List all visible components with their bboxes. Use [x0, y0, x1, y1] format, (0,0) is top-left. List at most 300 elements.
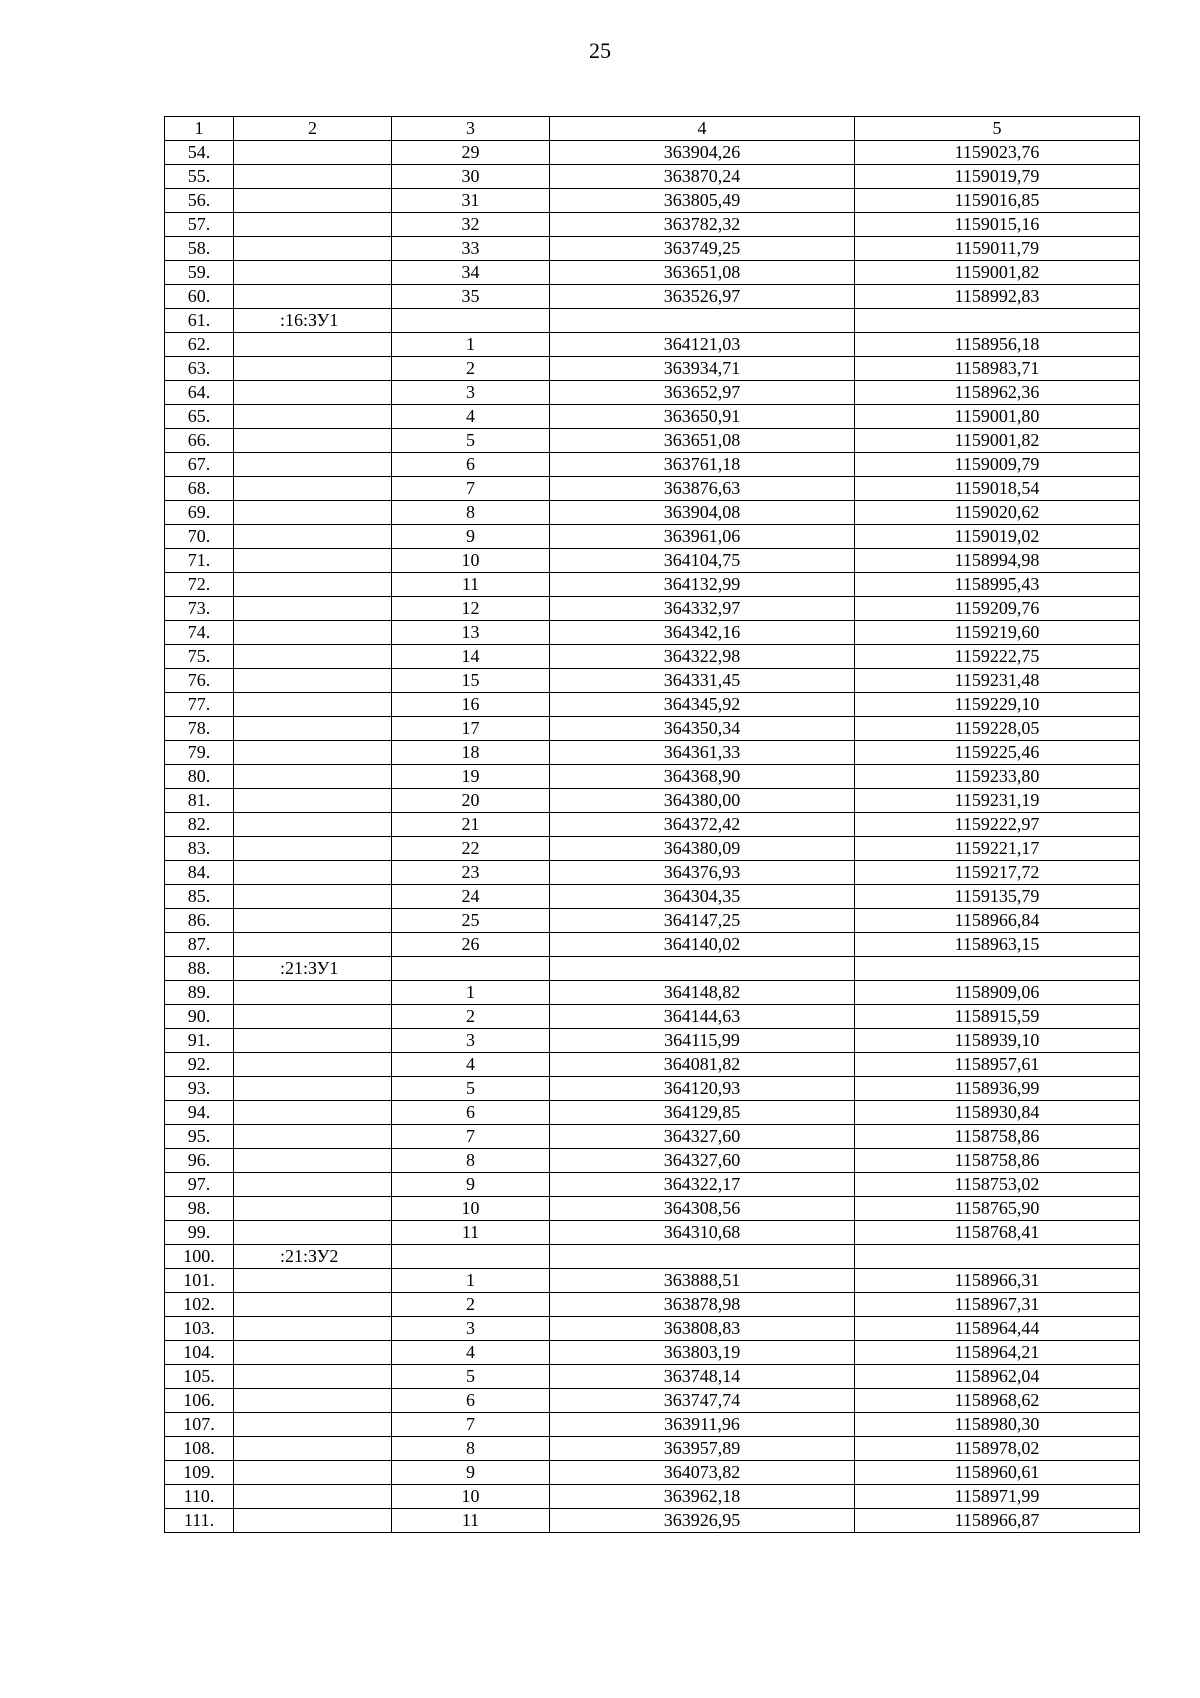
point-number: 18: [392, 741, 550, 765]
point-number: 6: [392, 1101, 550, 1125]
table-row: [165, 621, 1140, 645]
table-row: [165, 1005, 1140, 1029]
table-row: [165, 885, 1140, 909]
parcel-designation: [234, 837, 392, 861]
coordinate-y: 1158962,04: [855, 1365, 1140, 1389]
coordinate-y: [855, 957, 1140, 981]
coordinate-y: 1159001,80: [855, 405, 1140, 429]
point-number: 31: [392, 189, 550, 213]
parcel-designation: [234, 1341, 392, 1365]
table-row: [165, 693, 1140, 717]
coordinate-x: 363934,71: [550, 357, 855, 381]
coordinate-x: 363957,89: [550, 1437, 855, 1461]
header-col-4: 4: [550, 117, 855, 141]
coordinate-x: 363962,18: [550, 1485, 855, 1509]
parcel-designation: [234, 549, 392, 573]
coordinate-y: 1158936,99: [855, 1077, 1140, 1101]
point-number: 24: [392, 885, 550, 909]
point-number: 1: [392, 1269, 550, 1293]
coordinate-x: 363747,74: [550, 1389, 855, 1413]
row-number: 68.: [165, 477, 234, 501]
table-row: [165, 1341, 1140, 1365]
point-number: 8: [392, 1437, 550, 1461]
point-number: 20: [392, 789, 550, 813]
table-row: [165, 261, 1140, 285]
coordinate-y: 1159217,72: [855, 861, 1140, 885]
coordinate-x: 364342,16: [550, 621, 855, 645]
table-row: [165, 213, 1140, 237]
coordinate-y: 1158967,31: [855, 1293, 1140, 1317]
table-row: [165, 357, 1140, 381]
point-number: 12: [392, 597, 550, 621]
point-number: 32: [392, 213, 550, 237]
table-row: [165, 189, 1140, 213]
coordinate-x: 363761,18: [550, 453, 855, 477]
coordinate-x: 364310,68: [550, 1221, 855, 1245]
coordinate-y: 1159222,97: [855, 813, 1140, 837]
coordinate-x: 364144,63: [550, 1005, 855, 1029]
coordinate-x: 363911,96: [550, 1413, 855, 1437]
coordinate-x: 364376,93: [550, 861, 855, 885]
row-number: 91.: [165, 1029, 234, 1053]
parcel-designation: [234, 453, 392, 477]
table-header-row: [165, 117, 1140, 141]
table-row: [165, 381, 1140, 405]
row-number: 70.: [165, 525, 234, 549]
row-number: 72.: [165, 573, 234, 597]
coordinate-x: 363805,49: [550, 189, 855, 213]
table-row: [165, 669, 1140, 693]
point-number: 1: [392, 981, 550, 1005]
header-col-5: 5: [855, 117, 1140, 141]
table-row: [165, 981, 1140, 1005]
point-number: 33: [392, 237, 550, 261]
table-row: [165, 1293, 1140, 1317]
coordinate-y: 1159222,75: [855, 645, 1140, 669]
row-number: 80.: [165, 765, 234, 789]
table-row: [165, 165, 1140, 189]
coordinate-x: 364368,90: [550, 765, 855, 789]
parcel-designation: [234, 381, 392, 405]
parcel-designation: [234, 1317, 392, 1341]
row-number: 60.: [165, 285, 234, 309]
point-number: 9: [392, 525, 550, 549]
point-number: 5: [392, 429, 550, 453]
coordinate-y: 1158909,06: [855, 981, 1140, 1005]
coordinate-x: 363803,19: [550, 1341, 855, 1365]
coordinate-y: [855, 309, 1140, 333]
coordinate-y: 1158971,99: [855, 1485, 1140, 1509]
point-number: 11: [392, 1509, 550, 1533]
coordinate-y: 1159019,02: [855, 525, 1140, 549]
row-number: 87.: [165, 933, 234, 957]
coordinate-x: 363878,98: [550, 1293, 855, 1317]
row-number: 81.: [165, 789, 234, 813]
coordinate-x: 363748,14: [550, 1365, 855, 1389]
row-number: 71.: [165, 549, 234, 573]
coordinate-x: 364120,93: [550, 1077, 855, 1101]
point-number: 10: [392, 549, 550, 573]
parcel-designation: [234, 429, 392, 453]
parcel-designation: [234, 1485, 392, 1509]
point-number: 14: [392, 645, 550, 669]
parcel-designation: [234, 885, 392, 909]
row-number: 88.: [165, 957, 234, 981]
row-number: 104.: [165, 1341, 234, 1365]
point-number: 19: [392, 765, 550, 789]
coordinate-y: 1158966,31: [855, 1269, 1140, 1293]
row-number: 57.: [165, 213, 234, 237]
coordinate-x: 363904,08: [550, 501, 855, 525]
table-row: [165, 1389, 1140, 1413]
coordinate-y: 1159015,16: [855, 213, 1140, 237]
row-number: 65.: [165, 405, 234, 429]
row-number: 86.: [165, 909, 234, 933]
parcel-designation: [234, 141, 392, 165]
parcel-designation: [234, 645, 392, 669]
row-number: 99.: [165, 1221, 234, 1245]
point-number: [392, 309, 550, 333]
coordinate-y: 1158963,15: [855, 933, 1140, 957]
parcel-designation: [234, 1149, 392, 1173]
coordinate-x: 364304,35: [550, 885, 855, 909]
table-row: [165, 1101, 1140, 1125]
table-row: [165, 1053, 1140, 1077]
point-number: 26: [392, 933, 550, 957]
table-row: [165, 861, 1140, 885]
coordinate-y: 1158915,59: [855, 1005, 1140, 1029]
parcel-designation: [234, 1269, 392, 1293]
row-number: 96.: [165, 1149, 234, 1173]
coordinate-y: 1158939,10: [855, 1029, 1140, 1053]
parcel-designation: [234, 1125, 392, 1149]
coordinate-x: 363651,08: [550, 429, 855, 453]
coordinate-y: 1159001,82: [855, 429, 1140, 453]
coordinate-x: 364332,97: [550, 597, 855, 621]
coordinate-x: 364308,56: [550, 1197, 855, 1221]
parcel-designation: [234, 525, 392, 549]
coordinate-y: 1158966,87: [855, 1509, 1140, 1533]
row-number: 106.: [165, 1389, 234, 1413]
coordinate-y: 1159229,10: [855, 693, 1140, 717]
parcel-designation: [234, 861, 392, 885]
coordinate-x: 364148,82: [550, 981, 855, 1005]
row-number: 63.: [165, 357, 234, 381]
coordinate-y: 1159231,19: [855, 789, 1140, 813]
point-number: 5: [392, 1077, 550, 1101]
coordinate-x: [550, 309, 855, 333]
parcel-designation: [234, 1077, 392, 1101]
point-number: 1: [392, 333, 550, 357]
coordinate-y: 1159135,79: [855, 885, 1140, 909]
table-row: [165, 549, 1140, 573]
row-number: 90.: [165, 1005, 234, 1029]
coordinate-y: 1158983,71: [855, 357, 1140, 381]
coordinate-y: 1158966,84: [855, 909, 1140, 933]
parcel-designation: [234, 1461, 392, 1485]
parcel-designation: [234, 165, 392, 189]
parcel-designation: [234, 1173, 392, 1197]
parcel-designation: :21:ЗУ2: [234, 1245, 392, 1269]
coordinate-y: 1158765,90: [855, 1197, 1140, 1221]
point-number: 11: [392, 573, 550, 597]
parcel-designation: [234, 813, 392, 837]
coordinate-y: 1159009,79: [855, 453, 1140, 477]
point-number: [392, 957, 550, 981]
row-number: 94.: [165, 1101, 234, 1125]
point-number: 2: [392, 357, 550, 381]
row-number: 93.: [165, 1077, 234, 1101]
parcel-designation: [234, 333, 392, 357]
parcel-designation: [234, 909, 392, 933]
header-col-1: 1: [165, 117, 234, 141]
point-number: 21: [392, 813, 550, 837]
parcel-designation: [234, 1365, 392, 1389]
coordinate-x: 364380,00: [550, 789, 855, 813]
table-row: [165, 645, 1140, 669]
row-number: 111.: [165, 1509, 234, 1533]
coordinate-y: 1158978,02: [855, 1437, 1140, 1461]
parcel-designation: [234, 573, 392, 597]
coordinate-x: 364129,85: [550, 1101, 855, 1125]
parcel-designation: [234, 1413, 392, 1437]
row-number: 54.: [165, 141, 234, 165]
table-row: [165, 765, 1140, 789]
page-number: 25: [589, 38, 611, 63]
parcel-designation: [234, 237, 392, 261]
coordinate-y: 1158995,43: [855, 573, 1140, 597]
point-number: 16: [392, 693, 550, 717]
point-number: 25: [392, 909, 550, 933]
parcel-designation: [234, 621, 392, 645]
row-number: 77.: [165, 693, 234, 717]
row-number: 100.: [165, 1245, 234, 1269]
coordinate-y: 1158758,86: [855, 1125, 1140, 1149]
row-number: 61.: [165, 309, 234, 333]
row-number: 101.: [165, 1269, 234, 1293]
coordinate-x: 363782,32: [550, 213, 855, 237]
row-number: 102.: [165, 1293, 234, 1317]
point-number: 2: [392, 1293, 550, 1317]
coordinate-x: 364327,60: [550, 1125, 855, 1149]
row-number: 84.: [165, 861, 234, 885]
coordinate-y: 1159019,79: [855, 165, 1140, 189]
coordinate-y: 1158758,86: [855, 1149, 1140, 1173]
row-number: 89.: [165, 981, 234, 1005]
parcel-designation: [234, 1293, 392, 1317]
row-number: 79.: [165, 741, 234, 765]
point-number: 23: [392, 861, 550, 885]
parcel-designation: :21:ЗУ1: [234, 957, 392, 981]
table-row: [165, 1077, 1140, 1101]
point-number: 3: [392, 381, 550, 405]
coordinate-x: 364361,33: [550, 741, 855, 765]
coordinate-y: 1159225,46: [855, 741, 1140, 765]
parcel-designation: [234, 717, 392, 741]
table-row: [165, 477, 1140, 501]
point-number: 7: [392, 1413, 550, 1437]
coordinate-x: 364327,60: [550, 1149, 855, 1173]
parcel-designation: [234, 1221, 392, 1245]
parcel-designation: :16:ЗУ1: [234, 309, 392, 333]
row-number: 58.: [165, 237, 234, 261]
coordinate-x: 364147,25: [550, 909, 855, 933]
row-number: 85.: [165, 885, 234, 909]
table-row: [165, 309, 1140, 333]
point-number: 4: [392, 405, 550, 429]
table-row: [165, 1365, 1140, 1389]
parcel-designation: [234, 1005, 392, 1029]
point-number: 8: [392, 1149, 550, 1173]
coordinate-y: 1159209,76: [855, 597, 1140, 621]
point-number: 9: [392, 1173, 550, 1197]
point-number: 7: [392, 477, 550, 501]
table-row: [165, 1221, 1140, 1245]
table-row: [165, 741, 1140, 765]
coordinate-x: 364121,03: [550, 333, 855, 357]
table-row: [165, 933, 1140, 957]
coordinate-x: 363888,51: [550, 1269, 855, 1293]
coordinate-x: [550, 957, 855, 981]
table-body: [165, 141, 1140, 1533]
table-row: [165, 333, 1140, 357]
parcel-designation: [234, 405, 392, 429]
coordinate-x: 364104,75: [550, 549, 855, 573]
parcel-designation: [234, 1029, 392, 1053]
parcel-designation: [234, 477, 392, 501]
coordinate-y: 1159219,60: [855, 621, 1140, 645]
parcel-designation: [234, 789, 392, 813]
table-row: [165, 909, 1140, 933]
point-number: 34: [392, 261, 550, 285]
coordinate-y: 1158753,02: [855, 1173, 1140, 1197]
point-number: 4: [392, 1053, 550, 1077]
coordinate-y: 1159001,82: [855, 261, 1140, 285]
parcel-designation: [234, 1389, 392, 1413]
table-row: [165, 717, 1140, 741]
parcel-designation: [234, 741, 392, 765]
point-number: 10: [392, 1485, 550, 1509]
coordinate-y: 1159018,54: [855, 477, 1140, 501]
table-row: [165, 789, 1140, 813]
point-number: 2: [392, 1005, 550, 1029]
table-row: [165, 501, 1140, 525]
point-number: 8: [392, 501, 550, 525]
row-number: 109.: [165, 1461, 234, 1485]
row-number: 62.: [165, 333, 234, 357]
coordinate-y: 1158930,84: [855, 1101, 1140, 1125]
table-row: [165, 1269, 1140, 1293]
coordinate-x: [550, 1245, 855, 1269]
coordinate-x: 364350,34: [550, 717, 855, 741]
row-number: 98.: [165, 1197, 234, 1221]
point-number: 15: [392, 669, 550, 693]
row-number: 67.: [165, 453, 234, 477]
header-col-2: 2: [234, 117, 392, 141]
point-number: 29: [392, 141, 550, 165]
row-number: 66.: [165, 429, 234, 453]
table-row: [165, 1485, 1140, 1509]
table-row: [165, 597, 1140, 621]
point-number: 30: [392, 165, 550, 189]
coordinate-x: 364331,45: [550, 669, 855, 693]
point-number: 13: [392, 621, 550, 645]
row-number: 103.: [165, 1317, 234, 1341]
coordinate-x: 363652,97: [550, 381, 855, 405]
point-number: 7: [392, 1125, 550, 1149]
table-row: [165, 1029, 1140, 1053]
table-row: [165, 453, 1140, 477]
coordinate-y: 1158968,62: [855, 1389, 1140, 1413]
row-number: 108.: [165, 1437, 234, 1461]
row-number: 82.: [165, 813, 234, 837]
point-number: 6: [392, 1389, 550, 1413]
table-row: [165, 1437, 1140, 1461]
parcel-designation: [234, 1053, 392, 1077]
row-number: 107.: [165, 1413, 234, 1437]
coordinate-x: 363926,95: [550, 1509, 855, 1533]
coordinate-x: 364345,92: [550, 693, 855, 717]
table-row: [165, 525, 1140, 549]
parcel-designation: [234, 285, 392, 309]
row-number: 78.: [165, 717, 234, 741]
row-number: 95.: [165, 1125, 234, 1149]
table-row: [165, 837, 1140, 861]
coordinate-y: 1158956,18: [855, 333, 1140, 357]
parcel-designation: [234, 765, 392, 789]
parcel-designation: [234, 669, 392, 693]
coordinate-y: 1159231,48: [855, 669, 1140, 693]
coordinate-x: 364322,17: [550, 1173, 855, 1197]
row-number: 56.: [165, 189, 234, 213]
table-row: [165, 285, 1140, 309]
parcel-designation: [234, 1437, 392, 1461]
parcel-designation: [234, 189, 392, 213]
coordinate-y: 1159221,17: [855, 837, 1140, 861]
row-number: 76.: [165, 669, 234, 693]
coordinate-y: 1159020,62: [855, 501, 1140, 525]
coordinate-x: 363870,24: [550, 165, 855, 189]
table-row: [165, 429, 1140, 453]
parcel-designation: [234, 597, 392, 621]
parcel-designation: [234, 1101, 392, 1125]
point-number: 4: [392, 1341, 550, 1365]
table-row: [165, 813, 1140, 837]
parcel-designation: [234, 261, 392, 285]
row-number: 64.: [165, 381, 234, 405]
point-number: 3: [392, 1317, 550, 1341]
header-col-3: 3: [392, 117, 550, 141]
coordinate-y: 1159016,85: [855, 189, 1140, 213]
table-row: [165, 1125, 1140, 1149]
coordinates-table: [164, 116, 1140, 1533]
parcel-designation: [234, 1509, 392, 1533]
point-number: 6: [392, 453, 550, 477]
row-number: 73.: [165, 597, 234, 621]
table-row: [165, 957, 1140, 981]
coordinate-y: 1158962,36: [855, 381, 1140, 405]
coordinate-x: 363749,25: [550, 237, 855, 261]
row-number: 105.: [165, 1365, 234, 1389]
table-row: [165, 1149, 1140, 1173]
parcel-designation: [234, 1197, 392, 1221]
coordinate-y: 1158964,21: [855, 1341, 1140, 1365]
table-row: [165, 237, 1140, 261]
table-row: [165, 1461, 1140, 1485]
coordinate-x: 364132,99: [550, 573, 855, 597]
coordinate-x: 363808,83: [550, 1317, 855, 1341]
point-number: 17: [392, 717, 550, 741]
